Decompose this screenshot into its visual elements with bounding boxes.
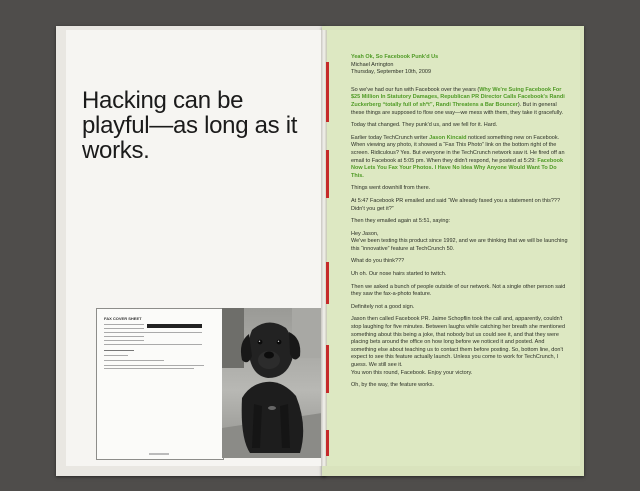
fax-title: FAX COVER SHEET [104,316,142,321]
binding-thread-1 [326,62,329,122]
article-link[interactable]: Why We're Suing Facebook For $25 Million In Statutory Damages, Republican PR Director Calls Facebook's Randi Zuckerberg “totally full of sh*t”, Randi Threatens a Bar Bouncer [351,86,565,108]
dog-photo [222,308,322,458]
article-text: Oh, by the way, the feature works. [351,382,435,389]
article-text: ). But in general these things are supposed to flow one way—we mess with them, they take it gracefully. [351,101,564,116]
article-link[interactable]: Facebook Now Lets You Fax Your Photos. I Have No Idea Why Anyone Would Want To Do This. [351,157,564,179]
article-text: Then we asked a bunch of people outside of our network. Not a single other person said they saw the fax-a-photo feature. [351,283,566,298]
article-text: noticed something new on Facebook. When viewing any photo, it showed a “Fax This Photo” link on the bottom right of the screen. Ridiculous? Yes. But everyone in the TechCrunch network saw it. He fired off an email to Facebook at 5:05 pm. When they didn't respond, he posted at 5:29: [351,134,565,164]
article-paragraph [351,304,569,312]
headline: Hacking can be playful—as long as it works. [82,87,298,164]
article-paragraph [351,87,569,117]
article-paragraph [351,185,569,193]
fax-cover-sheet-image [96,308,224,460]
article-paragraph [351,122,569,130]
article-link[interactable]: Jason Kincaid [429,134,467,141]
article-text: Hey Jason, We've been testing this product since 1992, and we are thinking that we will be launching this “innovative” feature at TechCrunch 50. [351,230,568,252]
article-title: Yeah Ok, So Facebook Punk'd Us [351,54,439,60]
article-paragraph [351,135,569,181]
article-text: Jason then called Facebook PR. Jaime Schopflin took the call and, apparently, couldn't stop laughing for five minutes. Between laughs while catching her breath she mentioned something about this being a joke, that nobody but us could see it, and that they were placing bets around the office on how long before we noticed it and posted. And something else about teaching us to contact them before posting. So, bottom line, don't expect to see this feature actually launch. Unless you come to work for TechCrunch, I guess. We still see it. You won this round, Facebook. Enjoy your victory. [351,316,566,376]
article-text: Earlier today TechCrunch writer [351,134,430,141]
article-body [351,87,569,390]
binding-thread-5 [326,430,329,456]
article-text: So we've had our fun with Facebook over the years ( [351,86,480,93]
article [351,54,569,395]
dog-illustration [222,308,322,458]
article-paragraph [351,284,569,299]
article-text: Uh oh. Our nose hairs started to twitch. [351,271,447,278]
left-page [66,30,324,466]
article-paragraph [351,198,569,213]
article-paragraph [351,258,569,266]
binding-thread-4 [326,345,329,393]
binding-thread-3 [326,262,329,304]
article-text: At 5:47 Facebook PR emailed and said “We already faxed you a statement on this??? Didn't you get it?” [351,197,561,212]
article-paragraph [351,316,569,377]
article-text: Then they emailed again at 5:51, saying: [351,218,451,225]
article-date: Thursday, September 10th, 2009 [351,69,432,76]
article-paragraph [351,218,569,226]
right-page [327,30,580,466]
article-paragraph [351,382,569,390]
article-author: Michael Arrington [351,61,394,68]
binding-thread-2 [326,150,329,198]
article-text: Definitely not a good sign. [351,303,415,310]
article-text: Today that changed. They punk'd us, and we fell for it. Hard. [351,122,498,129]
article-text: Things went downhill from there. [351,185,431,192]
article-paragraph [351,231,569,254]
article-paragraph [351,271,569,279]
article-text: What do you think??? [351,258,405,265]
fax-redaction-bar [147,324,202,328]
